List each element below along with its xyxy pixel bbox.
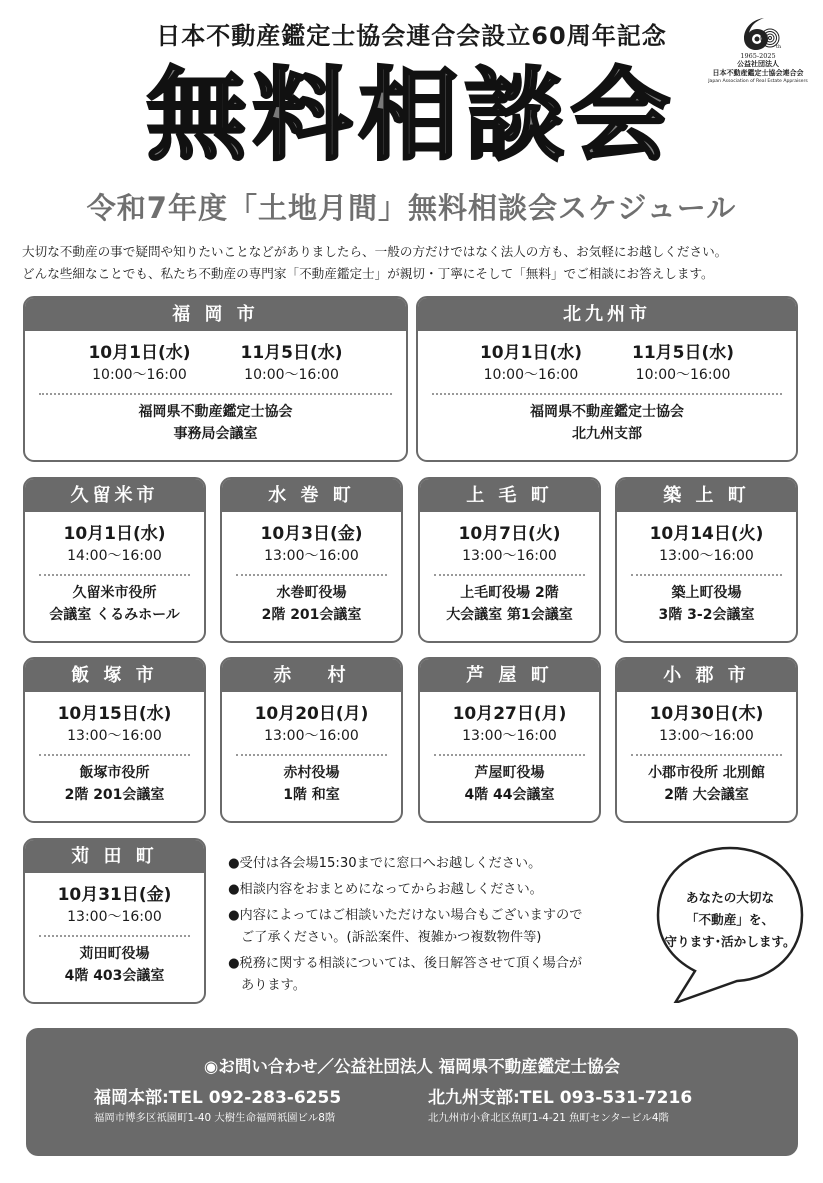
venue-time: 13:00～16:00 [659, 728, 754, 744]
dotted-divider [39, 574, 190, 576]
note-item: ●受付は各会場15:30までに窓口へお越しください。 [228, 856, 542, 871]
venue-city: 福 岡 市 [25, 298, 406, 331]
venue-place: 水巻町役場 [276, 585, 347, 601]
logo-org-line2: 日本不動産鑑定士協会連合会 [712, 69, 804, 77]
contact-panel [26, 1028, 798, 1156]
venue-room: 大会議室 第1会議室 [446, 607, 573, 623]
dotted-divider [434, 574, 585, 576]
venue-room: 2階 201会議室 [261, 607, 362, 623]
venue-card-kanda [23, 838, 206, 1004]
venue-card-fukuoka [23, 296, 408, 462]
venue-place: 福岡県不動産鑑定士協会 [138, 404, 293, 420]
venue-time: 13:00～16:00 [264, 548, 359, 564]
anniversary-heading: 日本不動産鑑定士協会連合会設立60周年記念 [156, 22, 667, 50]
venue-city: 飯 塚 市 [25, 659, 204, 692]
venue-city: 苅 田 町 [25, 840, 204, 873]
dotted-divider [631, 754, 782, 756]
venue-city: 小 郡 市 [617, 659, 796, 692]
venue-time: 10:00～16:00 [635, 367, 731, 383]
dotted-divider [236, 574, 387, 576]
venue-time: 13:00～16:00 [462, 548, 557, 564]
venue-time: 10:00～16:00 [483, 367, 579, 383]
intro-line: 大切な不動産の事で疑問や知りたいことなどがありましたら、一般の方だけではなく法人の方も、お気軽にお越しください。 [22, 244, 728, 259]
venue-date: 10月20日(月) [254, 704, 369, 724]
venue-room: 事務局会議室 [173, 426, 258, 442]
venue-room: 1階 和室 [283, 787, 340, 803]
venue-place: 上毛町役場 2階 [460, 585, 559, 601]
venue-card-akamura [220, 657, 403, 823]
venue-place: 久留米市役所 [72, 585, 157, 601]
venue-room: 北九州支部 [572, 426, 642, 442]
contact-title: ◉お問い合わせ／公益社団法人 福岡県不動産鑑定士協会 [203, 1057, 621, 1076]
venue-card-kitakyushu [416, 296, 798, 462]
dotted-divider [432, 393, 782, 395]
venue-card-iizuka [23, 657, 206, 823]
venue-card-koge [418, 477, 601, 643]
bubble-line: 「不動産」を、 [685, 912, 775, 927]
branch-phone: 北九州支部:TEL 093-531-7216 [428, 1088, 693, 1108]
venue-time: 14:00～16:00 [67, 548, 162, 564]
venue-place: 飯塚市役所 [79, 765, 150, 781]
venue-city: 築 上 町 [617, 479, 796, 512]
venue-place: 芦屋町役場 [474, 765, 545, 781]
bubble-line: あなたの大切な [685, 890, 775, 905]
note-item: あります。 [241, 978, 306, 993]
venue-room: 4階 44会議室 [464, 787, 555, 803]
venue-date: 10月15日(水) [57, 704, 172, 724]
venue-city: 久留米市 [25, 479, 204, 512]
dotted-divider [39, 935, 190, 937]
venue-city: 水 巻 町 [222, 479, 401, 512]
venue-time: 13:00～16:00 [264, 728, 359, 744]
venue-card-chikujo [615, 477, 798, 643]
dotted-divider [39, 393, 392, 395]
dotted-divider [236, 754, 387, 756]
venue-place: 赤村役場 [283, 765, 340, 781]
venue-date: 10月14日(火) [649, 524, 764, 544]
sixtieth-anniversary-mark-icon [734, 12, 782, 52]
venue-card-ogori [615, 657, 798, 823]
venue-place: 小郡市役所 北別館 [648, 765, 765, 781]
venue-place: 築上町役場 [671, 585, 742, 601]
venue-room: 3階 3-2会議室 [658, 607, 755, 623]
intro-text [22, 241, 812, 285]
venue-time: 13:00～16:00 [67, 728, 162, 744]
main-office-phone: 福岡本部:TEL 092-283-6255 [94, 1088, 342, 1108]
schedule-title: 令和7年度「土地月間」無料相談会スケジュール [86, 191, 737, 225]
logo-org-line3: Japan Association of Real Estate Appraisers [708, 79, 808, 84]
venue-place: 苅田町役場 [79, 946, 150, 962]
venue-date: 10月27日(月) [452, 704, 567, 724]
dotted-divider [39, 754, 190, 756]
venue-date: 10月30日(木) [649, 704, 764, 724]
venue-time: 10:00～16:00 [244, 367, 339, 383]
note-item: ●税務に関する相談については、後日解答させて頂く場合が [228, 956, 583, 971]
venue-date: 11月5日(水) [632, 343, 735, 363]
venue-date: 10月3日(金) [260, 524, 363, 544]
venue-date: 10月1日(水) [479, 343, 582, 363]
logo-org-line1: 公益社団法人 [737, 60, 779, 68]
venue-date: 10月1日(水) [88, 343, 191, 363]
venue-time: 13:00～16:00 [67, 909, 162, 925]
branch-address: 北九州市小倉北区魚町1-4-21 魚町センタービル4階 [428, 1112, 669, 1124]
note-item: ●内容によってはご相談いただけない場合もございますので [228, 908, 583, 923]
venue-card-mizumaki [220, 477, 403, 643]
main-office-address: 福岡市博多区祇園町1-40 大樹生命福岡祇園ビル8階 [94, 1112, 336, 1124]
venue-time: 13:00～16:00 [462, 728, 557, 744]
logo-years: 1965-2025 [740, 52, 776, 60]
venue-date: 10月1日(水) [63, 524, 166, 544]
venue-place: 福岡県不動産鑑定士協会 [530, 404, 684, 420]
venue-room: 2階 201会議室 [64, 787, 165, 803]
venue-card-ashiya [418, 657, 601, 823]
svg-text:th: th [776, 44, 782, 50]
venue-date: 10月31日(金) [57, 885, 172, 905]
bubble-line: 守ります･活かします。 [664, 934, 796, 949]
dotted-divider [631, 574, 782, 576]
venue-card-kurume [23, 477, 206, 643]
speech-bubble [655, 843, 815, 1003]
venue-city: 芦 屋 町 [420, 659, 599, 692]
venue-city: 赤 村 [222, 659, 401, 692]
venue-room: 4階 403会議室 [64, 968, 165, 984]
note-item: ●相談内容をおまとめになってからお越しください。 [228, 882, 543, 897]
venue-date: 10月7日(火) [458, 524, 561, 544]
intro-line: どんな些細なことでも、私たち不動産の専門家「不動産鑑定士」が親切・丁寧にそして「無料」でご相談にお答えします。 [22, 266, 714, 281]
notes-list [228, 853, 638, 997]
note-item: ご了承ください。(訴訟案件、複雑かつ複数物件等) [241, 930, 542, 945]
main-title: 無料相談会 [146, 57, 677, 174]
venue-city: 上 毛 町 [420, 479, 599, 512]
venue-city: 北九州市 [418, 298, 796, 331]
venue-time: 10:00～16:00 [92, 367, 187, 383]
venue-date: 11月5日(水) [240, 343, 343, 363]
venue-time: 13:00～16:00 [659, 548, 754, 564]
venue-room: 2階 大会議室 [664, 787, 749, 803]
venue-room: 会議室 くるみホール [49, 607, 180, 623]
dotted-divider [434, 754, 585, 756]
